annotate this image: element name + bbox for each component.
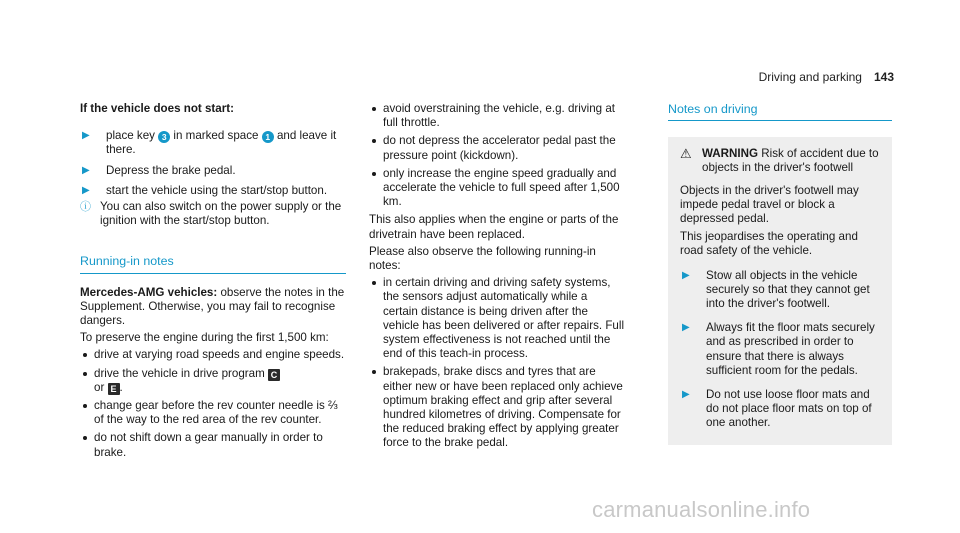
callout-number: 3 (158, 131, 170, 143)
list-item: change gear before the rev counter needle is ⅔ of the way to the red area of the rev counter. (80, 399, 346, 427)
subheading-not-start: If the vehicle does not start: (80, 102, 234, 115)
step-arrow-icon: ▶ (682, 269, 690, 281)
right-column (668, 102, 892, 445)
warning-box (668, 137, 892, 444)
amg-text: observe the notes in the Supplement. Otherwise, you may fail to recognise dangers. (80, 285, 345, 328)
watermark: carmanualsonline.info (592, 497, 811, 522)
page-number: 143 (873, 70, 894, 84)
list-item: in certain driving and driving safety systems, the sensors adjust automatically while a certain distance is being driven after the vehicle has been delivered or after repairs. Full system effectiveness is not reached until the end of this teach-in process. (369, 276, 625, 361)
paragraph: This also applies when the engine or parts of the drivetrain have been replaced. (369, 213, 619, 241)
step-text: start the vehicle using the start/stop button. (106, 183, 328, 197)
warning-header (680, 147, 882, 175)
step-text: place key (106, 129, 159, 143)
section-title-running-in: Running-in notes (80, 254, 346, 273)
info-icon: ⓘ (80, 201, 91, 214)
warning-step (680, 388, 882, 431)
warning-step (680, 269, 882, 312)
warning-triangle-icon: ⚠ (680, 146, 692, 162)
running-in-list (80, 348, 346, 459)
list-item (80, 367, 346, 395)
list-item: avoid overstraining the vehicle, e.g. driving at full throttle. (369, 102, 625, 130)
running-in-notes-list (369, 276, 625, 450)
step-arrow-icon: ▶ (682, 389, 690, 401)
preserve-engine-text: To preserve the engine during the first 1,500 km: (80, 331, 329, 345)
drive-program-e-icon: E (108, 383, 120, 395)
step-text: Do not use loose floor mats and do not place floor mats on top of one another. (706, 388, 872, 430)
step-arrow-icon: ▶ (82, 184, 90, 196)
step-text: and leave it there. (106, 129, 337, 157)
step-text: Depress the brake pedal. (106, 163, 236, 177)
step-arrow-icon: ▶ (82, 130, 90, 142)
warning-paragraph: This jeopardises the operating and road safety of the vehicle. (680, 230, 858, 258)
step-place-key (80, 129, 346, 157)
middle-column (369, 102, 625, 455)
step-text: in marked space (170, 129, 262, 143)
step-start-vehicle (80, 184, 346, 198)
callout-number: 1 (262, 131, 274, 143)
drive-program-c-icon: C (268, 369, 280, 381)
amg-label: Mercedes-AMG vehicles: (80, 285, 218, 299)
paragraph: Please also observe the following running-in notes: (369, 244, 596, 273)
list-item: do not depress the accelerator pedal past the pressure point (kickdown). (369, 134, 625, 162)
warning-title: Risk of accident due to objects in the driver's footwell (702, 147, 879, 175)
warning-label: WARNING (702, 147, 759, 161)
step-depress-brake (80, 164, 346, 178)
list-text: . (119, 380, 123, 394)
running-in-list-cont (369, 102, 625, 209)
list-text: or (94, 380, 108, 394)
step-arrow-icon: ▶ (82, 164, 90, 176)
section-title-notes-on-driving: Notes on driving (668, 102, 892, 121)
step-text: Stow all objects in the vehicle securely so that they cannot get into the driver's footwell. (706, 268, 870, 311)
info-note (80, 200, 346, 228)
warning-paragraph: Objects in the driver's footwell may impede pedal travel or block a depressed pedal. (680, 183, 859, 226)
amg-note (80, 286, 346, 329)
note-text: You can also switch on the power supply or the ignition with the start/stop button. (100, 200, 342, 228)
list-item: only increase the engine speed gradually and accelerate the vehicle to full speed after 1,500 km. (369, 167, 625, 210)
warning-step (680, 321, 882, 378)
page-header (759, 70, 894, 84)
step-arrow-icon: ▶ (682, 322, 690, 334)
list-text: drive the vehicle in drive program (94, 366, 268, 380)
list-item: brakepads, brake discs and tyres that are either new or have been replaced only achieve optimum braking effect and grip after several hundred kilometres of driving. Compensate for the reduced braking effect by applying greater force to the brake pedal. (369, 365, 625, 450)
step-text: Always fit the floor mats securely and as prescribed in order to ensure that there is always sufficient room for the pedals. (706, 321, 875, 377)
left-column (80, 102, 346, 464)
header-title: Driving and parking (758, 70, 862, 84)
list-item: do not shift down a gear manually in order to brake. (80, 431, 346, 459)
list-item: drive at varying road speeds and engine speeds. (80, 348, 346, 362)
